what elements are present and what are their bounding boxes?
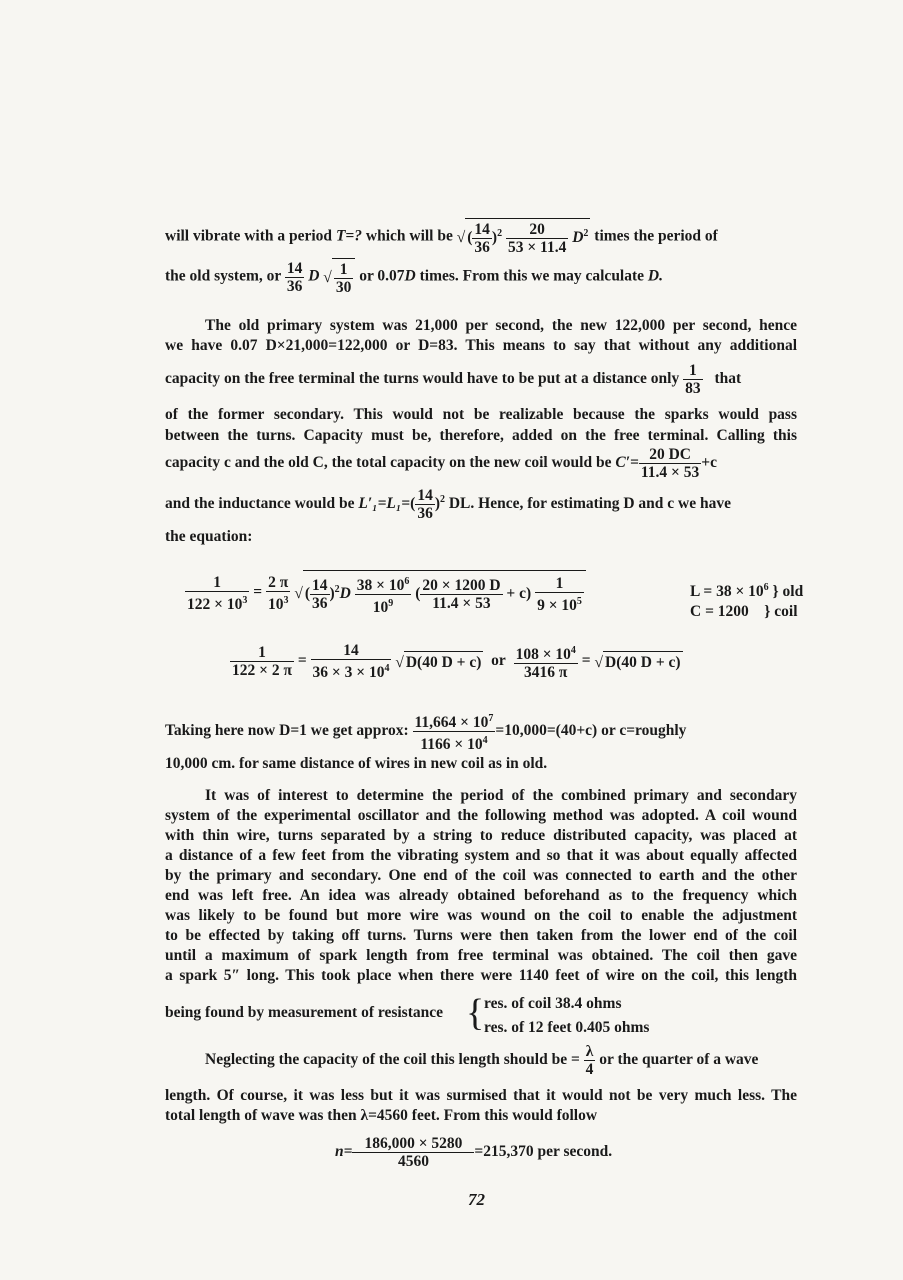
fraction [285,260,305,295]
den-text: 36 × 3 × 10 [312,664,385,682]
exp: 3 [283,594,289,606]
frac-den: 3416 π [524,664,568,682]
para3-line-2: system of the experimental oscillator and the following method was adopted. A coil wound [165,807,797,824]
text-span: will vibrate with a period [165,227,333,245]
measurement-line: being found by measurement of resistance [165,1004,443,1021]
frac-num [413,710,496,732]
frac-num: 20 × 1200 D [422,577,501,595]
para3-line-1: It was of interest to determine the period of the combined primary and secondary [205,787,797,804]
sqrt-expression-1: √ ( $\frac{14}{36}$ )$^2$ $\frac{20}{53 \times 11.4}$ $D^2$ [457,218,591,256]
fraction [639,446,701,481]
text-span: that [714,370,742,388]
frac-num [514,642,578,664]
sqrt-expression-5: √ D(40 D + c) [595,651,683,672]
para2-line-2: 10,000 cm. for same distance of wires in new coil as in old. [165,755,548,772]
text-span: or the quarter of a wave [599,1051,759,1069]
frac-den [266,592,291,613]
text-span: =10,000=(40+c) or c=roughly [495,722,687,740]
equation-1-side [690,578,803,622]
frac-den: 11.4 × 53 [432,595,491,613]
fraction [230,644,294,679]
fraction [352,1135,474,1170]
frac-den: 4560 [397,1153,429,1170]
text-span: times the period of [594,227,718,245]
fraction [584,1043,596,1078]
text-span: or 0.07 [359,267,405,285]
exp: 4 [384,663,390,674]
fraction [514,642,578,681]
frac-num: 20 [506,221,568,239]
frac-den: 36 [474,239,490,256]
para3-line-10: a spark 5″ long. This took place when there were 1140 feet of wire on the coil, this length [165,967,797,984]
para1-line-3 [165,362,797,397]
para3-line-9: until a maximum of spark length from free terminal was obtained. The coil then gave [165,947,797,964]
den-text: 9 × 10 [537,597,577,615]
text-span: and the inductance would be [165,495,355,513]
math-d: D. [647,267,663,285]
math-n: n= [335,1143,353,1161]
frac-den: 4 [585,1061,594,1078]
fraction [415,487,435,522]
para1-line-7: and the inductance would be L′₁=L₁=( $\frac{14}{36}$ )$^2$ DL. Hence, for estimating D and c we have [165,487,731,522]
frac-num: 2 π [266,574,291,592]
sqrt-expression-2: √ $\frac{1}{30}$ [323,258,355,296]
frac-den: 11.4 × 53 [640,464,700,481]
fraction [420,577,502,612]
para1-line-2: we have 0.07 D×21,000=122,000 or D=83. This means to say that without any additional [165,337,797,354]
text-span: capacity on the free terminal the turns would have to be put at a distance only [165,370,680,388]
exp: 7 [488,713,494,724]
final-equation [335,1135,612,1170]
math-t: T=? [335,227,362,245]
frac-den: 122 × 2 π [232,662,292,680]
frac-den [413,732,496,753]
side-l: $L = 38 \times 10^6$ } old [690,582,804,601]
fraction [310,577,330,612]
para1-line-1: The old primary system was 21,000 per second, the new 122,000 per second, hence [205,317,797,334]
math-expr: L′₁=L₁= [358,495,411,513]
text-span: DL. Hence, for estimating D and c we have [448,495,731,513]
para1-line-4: of the former secondary. This would not be realizable because the sparks would pass [165,406,797,423]
frac-num: 14 [417,487,433,504]
para3-line-3: with thin wire, turns separated by a string to reduce distributed capacity, was placed at [165,827,797,844]
text-line-1 [165,218,718,256]
fraction [266,574,291,613]
side-coil: coil [774,603,798,621]
frac-den [355,595,412,616]
text-span: which will be [365,227,453,245]
exp: 2 [497,227,503,239]
text-span: =215,370 per second. [474,1143,613,1161]
para1-line-5: between the turns. Capacity must be, therefore, added on the free terminal. Calling this [165,427,797,444]
exp: 2 [439,493,445,505]
text-span: the old system, or [165,267,281,285]
frac-den: 36 [417,505,433,522]
math-expr: C′= [615,454,639,472]
plus-c: + c [506,585,527,603]
equals: = [581,652,591,670]
exp: 6 [404,576,410,587]
equals: = [253,583,263,601]
side-l-text: L = 38 × 10 [690,583,764,601]
frac-num: 14 [286,259,303,277]
frac-num: 1 [535,575,584,593]
equation-1 [185,570,586,616]
text-span: capacity c and the old C, the total capacity on the new coil would be [165,454,612,472]
para4-line-2: length. Of course, it was less but it was surmised that it would not be very much less. The [165,1087,797,1104]
exp: 2 [583,227,589,239]
text-span: times. From this we may calculate [419,267,645,285]
exp: 6 [763,582,769,593]
frac-num: 14 [474,221,490,238]
fraction [185,574,249,613]
para4-line-1 [205,1043,758,1078]
para3-line-8: to be effected by taking off turns. Turns were then taken from the lower end of the coil [165,927,797,944]
equals: = [297,652,307,670]
frac-num: 14 [312,577,328,595]
or-word: or [491,652,506,670]
exp: 4 [570,645,576,656]
frac-den [311,660,392,681]
para3-line-7: was likely to be found but more wire was wound on the coil to enable the adjustment [165,907,797,924]
side-c: C = 1200 } coil [690,603,798,621]
frac-den: 36 [286,277,303,295]
frac-num: 1 [683,362,703,380]
sqrt-expression-4: √ D(40 D + c) [395,651,483,672]
den-text: 10 [267,595,284,613]
para1-line-6 [165,446,717,481]
frac-den: 53 × 11.4 [507,239,567,256]
frac-num: 1 [334,261,354,279]
text-span: Neglecting the capacity of the coil this length should be = [205,1051,580,1069]
para2-line-1 [165,710,797,753]
equation-2 [230,642,683,681]
para3-line-5: by the primary and secondary. One end of the coil was connected to earth and the other [165,867,797,884]
den-text: 122 × 10 [187,595,243,613]
fraction [535,575,584,614]
page-number: 72 [468,1190,485,1209]
fraction [683,362,703,397]
frac-num [355,573,412,595]
num-text: 38 × 10 [356,577,405,595]
text-span: +c [701,454,717,472]
math-d: D [339,585,351,603]
para4-line-3: total length of wave was then λ=4560 feet. From this would follow [165,1107,598,1124]
frac-den [535,593,584,614]
frac-num: 14 [311,642,392,660]
frac-num: 1 [185,574,249,592]
text-line-2 [165,258,663,296]
para3-line-6: end was left free. An idea was already obtained beforehand as to the frequency which [165,887,797,904]
side-old: old [782,583,804,601]
exp: 9 [388,598,394,610]
math-d: D [572,229,584,247]
math-d: D [404,267,416,285]
text-span: Taking here now D=1 we get approx: [165,722,409,740]
exp: 3 [242,594,248,606]
den-text: 10 [372,599,389,617]
frac-num: λ [584,1043,596,1061]
exp: 2 [334,584,340,596]
frac-den: 30 [335,279,352,296]
fraction [413,710,496,753]
frac-num: 20 DC [639,446,701,464]
frac-num: 1 [230,644,294,662]
measurement-1: res. of coil 38.4 ohms [484,995,622,1012]
measurement-brace: { [466,992,485,1034]
side-c-text: C = 1200 [690,603,749,621]
sqrt-expression-3: √ ( $\frac{14}{36}$ )$^2$D $\frac{38 \times 10^6}{10^9}$ ( $\frac{20 \times 1200 D}{11.4 \times 53}$ + c) $\frac{1}{9 \times 10^5}$ [294,570,586,616]
frac-den [185,592,249,613]
fraction [355,573,412,616]
exp: 5 [576,596,582,608]
frac-num: 186,000 × 5280 [352,1135,474,1153]
frac-den: 83 [685,380,701,397]
radicand: D(40 D + c) [404,651,484,672]
radicand: D(40 D + c) [603,651,683,672]
den-text: 1166 × 10 [420,736,483,754]
para1-line-8: the equation: [165,528,253,545]
fraction [311,642,392,681]
math-d: D [308,267,320,285]
num-text: 108 × 10 [515,646,571,664]
para3-line-4: a distance of a few feet from the vibrating system and so that it was about equally affected [165,847,797,864]
num-text: 11,664 × 10 [414,714,489,732]
measurement-2: res. of 12 feet 0.405 ohms [484,1019,650,1036]
frac-den: 36 [312,595,328,613]
exp: 4 [482,735,488,747]
